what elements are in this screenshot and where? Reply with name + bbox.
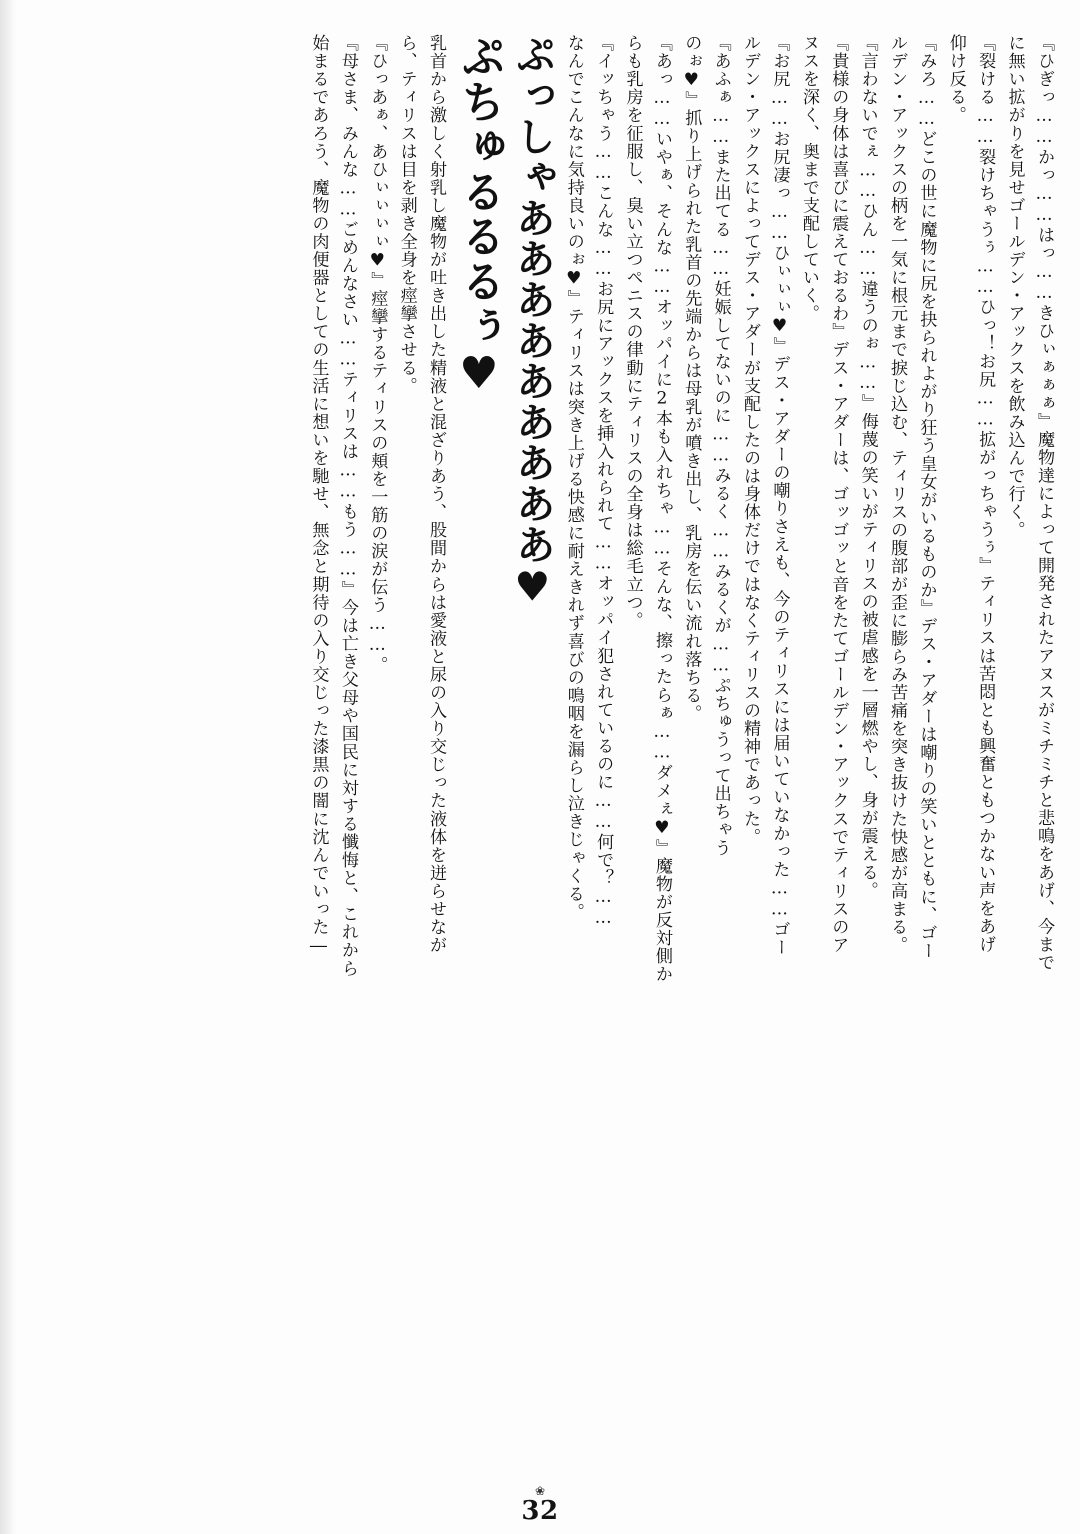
text-column: 『言わないでぇ……ひん……違うのぉ……』侮蔑の笑いがティリスの被虐感を一層燃やし、身が震える。	[857, 34, 878, 900]
text-column: らも乳房を征服し、臭い立つペニスの律動にティリスの全身は総毛立つ。	[622, 34, 643, 630]
text-column: 『あふぁ……また出てる……妊娠してないのに……みるく……みるくが……ぷちゅうって出ちゃう	[710, 34, 731, 857]
text-column: ルデン・アックスによってデス・アダーが支配したのは身体だけではなくティリスの精神であった。	[740, 34, 761, 846]
text-column: 乳首から激しく射乳し魔物が吐き出した精液と混ざりあう、股間からは愛液と尿の入り交じった液体を迸らせなが	[426, 34, 447, 955]
text-column: 『裂ける……裂けちゃうぅ……ひっ！お尻……拡がっちゃうぅ』ティリスは苦悶とも興奮ともつかない声をあげ	[975, 34, 996, 954]
text-column: ヌスを深く、奥まで支配していく。	[798, 34, 819, 323]
text-column: なんでこんなに気持良いのぉ♥』ティリスは突き上げる快感に耐えきれず喜びの鳴咽を漏らし泣きじゃくる。	[563, 34, 584, 921]
text-column: 『ひぎっ……かっ……はっ……きひぃぁぁぁ』魔物達によって開発されたアヌスがミチミチと悲鳴をあげ、今まで	[1034, 34, 1054, 972]
text-column: 『みろ……どこの世に魔物に尻を抉られよがり狂う皇女がいるものか』デス・アダーは嘲りの笑いとともに、ゴー	[916, 34, 937, 960]
text-column: ルデン・アックスの柄を一気に根元まで捩じ込む、ティリスの腹部が歪に膨らみ苦痛を突き抜けた快感が高まる。	[887, 34, 908, 955]
text-column: 『イッちゃう……こんな……お尻にアックスを挿入れられて……オッパイ犯されているのに……何で？……	[593, 34, 614, 929]
text-column: のぉ♥』抓り上げられた乳首の先端からは母乳が噴き出し、乳房を伝い流れ落ちる。	[681, 34, 702, 723]
page-ornament: ❀	[534, 1484, 546, 1498]
page-number: 32	[521, 1496, 559, 1526]
page-body-text	[30, 34, 1058, 1474]
text-column: 『ひっあぁ、あひぃぃぃぃ♥』痙攣するティリスの頬を一筋の涙が伝う……。	[367, 34, 388, 675]
text-column: 『あっ……いやぁ、そんな……オッパイに2本も入れちゃ……そんな、擦ったらぁ……ダメぇ♥』魔物が反対側か	[651, 34, 672, 984]
text-column: 『母さま、みんな……ごめんなさい……ティリスは……もう……』今は亡き父母や国民に対する懺悔と、これから	[337, 34, 358, 978]
emphasis-line: ぷちゅるるるぅ♥	[453, 34, 505, 401]
text-column: 『お尻……お尻凄っ……ひぃぃぃ♥』デス・アダーの嘲りさえも、今のティリスには届いていなかった……ゴー	[769, 34, 790, 957]
text-column: ら、ティリスは目を剥き全身を痙攣させる。	[396, 34, 417, 395]
text-column: 始まるであろう、魔物の肉便器としての生活に想いを馳せ、無念と期待の入り交じった漆黒の闇に沈んでいった―	[308, 34, 329, 957]
emphasis-line: ぷっしゃあああああああああ♥	[509, 34, 556, 612]
text-column: に無い拡がりを見せゴールデン・アックスを飲み込んで行く。	[1004, 34, 1025, 540]
page-spine-shadow	[0, 0, 16, 1534]
text-column: 『貴様の身体は喜びに震えておるわ』デス・アダーは、ゴッゴッと音をたてゴールデン・アックスでティリスのア	[828, 34, 849, 955]
text-column: 仰け反る。	[945, 34, 966, 125]
